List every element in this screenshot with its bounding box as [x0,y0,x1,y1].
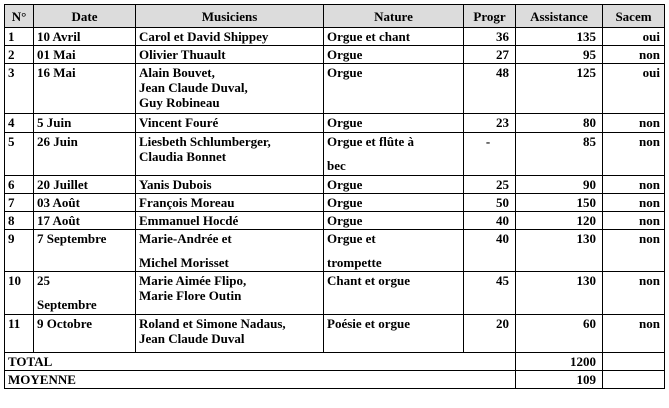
table-row [5,230,665,272]
cell-progr: 20 [464,315,516,353]
musicien-line: Marie Aimée Flipo, [139,273,247,288]
cell-nature [324,114,464,133]
header-progr: Progr [464,5,516,28]
cell-sacem: non [603,230,665,272]
cell-date: 03 Août [34,194,136,212]
table-row [5,46,665,64]
cell-date: 17 Août [34,212,136,230]
cell-no: 8 [5,212,34,230]
musicien-line: Jean Claude Duval, [139,80,248,95]
cell-date: 9 Octobre [34,315,136,353]
cell-musiciens [136,114,324,133]
table-row [5,212,665,230]
cell-assistance: 60 [516,315,603,353]
cell-sacem: non [603,114,665,133]
nature-line: Chant et orgue [327,273,411,288]
musicien-line: Claudia Bonnet [139,149,227,164]
date-line: Septembre [37,297,97,312]
concert-table [4,4,665,389]
moyenne-value: 109 [516,371,603,389]
cell-assistance: 85 [516,133,603,176]
nature-line: Orgue [327,115,363,130]
cell-date: 16 Mai [34,64,136,114]
nature-line: Orgue [327,177,363,192]
nature-line: bec [327,158,346,173]
table-row [5,176,665,194]
cell-musiciens [136,64,324,114]
header-nature: Nature [324,5,464,28]
cell-sacem: non [603,194,665,212]
cell-assistance: 90 [516,176,603,194]
cell-progr: 45 [464,272,516,315]
cell-no: 4 [5,114,34,133]
nature-line: Orgue et [327,231,376,246]
cell-no: 2 [5,46,34,64]
table-row [5,272,665,315]
cell-assistance: 120 [516,212,603,230]
header-sacem: Sacem [603,5,665,28]
cell-no: 3 [5,64,34,114]
cell-progr: - [464,133,516,176]
cell-sacem: non [603,176,665,194]
cell-date: 26 Juin [34,133,136,176]
nature-line: Orgue [327,47,363,62]
cell-progr: 40 [464,230,516,272]
total-sacem-empty [603,353,665,371]
cell-progr: 50 [464,194,516,212]
cell-nature [324,133,464,176]
musicien-line: François Moreau [139,195,235,210]
nature-line: Orgue et chant [327,29,411,44]
cell-musiciens [136,28,324,46]
cell-date: 10 Avril [34,28,136,46]
moyenne-sacem-empty [603,371,665,389]
table-row [5,64,665,114]
musicien-line: Roland et Simone Nadaus, [139,316,286,331]
cell-assistance: 95 [516,46,603,64]
musicien-line: Jean Claude Duval [139,331,245,346]
header-musiciens: Musiciens [136,5,324,28]
table-row [5,133,665,176]
nature-line: Orgue [327,213,363,228]
cell-sacem: non [603,133,665,176]
table-row [5,114,665,133]
cell-nature [324,194,464,212]
musicien-line: Marie Flore Outin [139,288,242,303]
musicien-line: Vincent Fouré [139,115,219,130]
cell-no: 7 [5,194,34,212]
cell-progr: 25 [464,176,516,194]
cell-no: 1 [5,28,34,46]
cell-date: 01 Mai [34,46,136,64]
moyenne-row [5,371,665,389]
cell-musiciens [136,230,324,272]
cell-nature [324,46,464,64]
cell-assistance: 130 [516,230,603,272]
cell-assistance: 135 [516,28,603,46]
cell-sacem: oui [603,28,665,46]
cell-progr: 36 [464,28,516,46]
cell-progr: 27 [464,46,516,64]
musicien-line: Guy Robineau [139,95,220,110]
header-no: N° [5,5,34,28]
cell-sacem: non [603,272,665,315]
cell-no: 6 [5,176,34,194]
cell-assistance: 125 [516,64,603,114]
cell-nature [324,230,464,272]
musicien-line: Olivier Thuault [139,47,226,62]
cell-sacem: oui [603,64,665,114]
cell-no: 9 [5,230,34,272]
total-label: TOTAL [5,353,516,371]
cell-assistance: 130 [516,272,603,315]
cell-nature [324,315,464,353]
cell-musiciens [136,176,324,194]
cell-musiciens [136,272,324,315]
cell-musiciens [136,46,324,64]
cell-progr: 48 [464,64,516,114]
cell-no: 11 [5,315,34,353]
cell-progr: 40 [464,212,516,230]
cell-date: 7 Septembre [34,230,136,272]
musicien-line: Alain Bouvet, [139,65,215,80]
musicien-line: Liesbeth Schlumberger, [139,134,271,149]
table-row [5,28,665,46]
header-assistance: Assistance [516,5,603,28]
cell-nature [324,28,464,46]
cell-no: 10 [5,272,34,315]
cell-musiciens [136,212,324,230]
cell-date: 20 Juillet [34,176,136,194]
cell-assistance: 150 [516,194,603,212]
date-line: 25 [37,273,50,288]
cell-no: 5 [5,133,34,176]
cell-nature [324,212,464,230]
nature-line: trompette [327,255,382,270]
header-row [5,5,665,28]
total-row [5,353,665,371]
musicien-line: Emmanuel Hocdé [139,213,239,228]
table-row [5,315,665,353]
cell-musiciens [136,194,324,212]
cell-date [34,272,136,315]
cell-nature [324,176,464,194]
nature-line: Orgue [327,65,363,80]
cell-nature [324,272,464,315]
cell-sacem: non [603,46,665,64]
nature-line: Orgue [327,195,363,210]
cell-progr: 23 [464,114,516,133]
cell-assistance: 80 [516,114,603,133]
total-value: 1200 [516,353,603,371]
nature-line: Poésie et orgue [327,316,411,331]
cell-musiciens [136,133,324,176]
table-row [5,194,665,212]
cell-sacem: non [603,315,665,353]
header-date: Date [34,5,136,28]
moyenne-label: MOYENNE [5,371,516,389]
musicien-line: Michel Morisset [139,255,229,270]
nature-line: Orgue et flûte à [327,134,415,149]
musicien-line: Carol et David Shippey [139,29,269,44]
cell-musiciens [136,315,324,353]
cell-nature [324,64,464,114]
cell-date: 5 Juin [34,114,136,133]
cell-sacem: non [603,212,665,230]
musicien-line: Yanis Dubois [139,177,212,192]
musicien-line: Marie-Andrée et [139,231,232,246]
